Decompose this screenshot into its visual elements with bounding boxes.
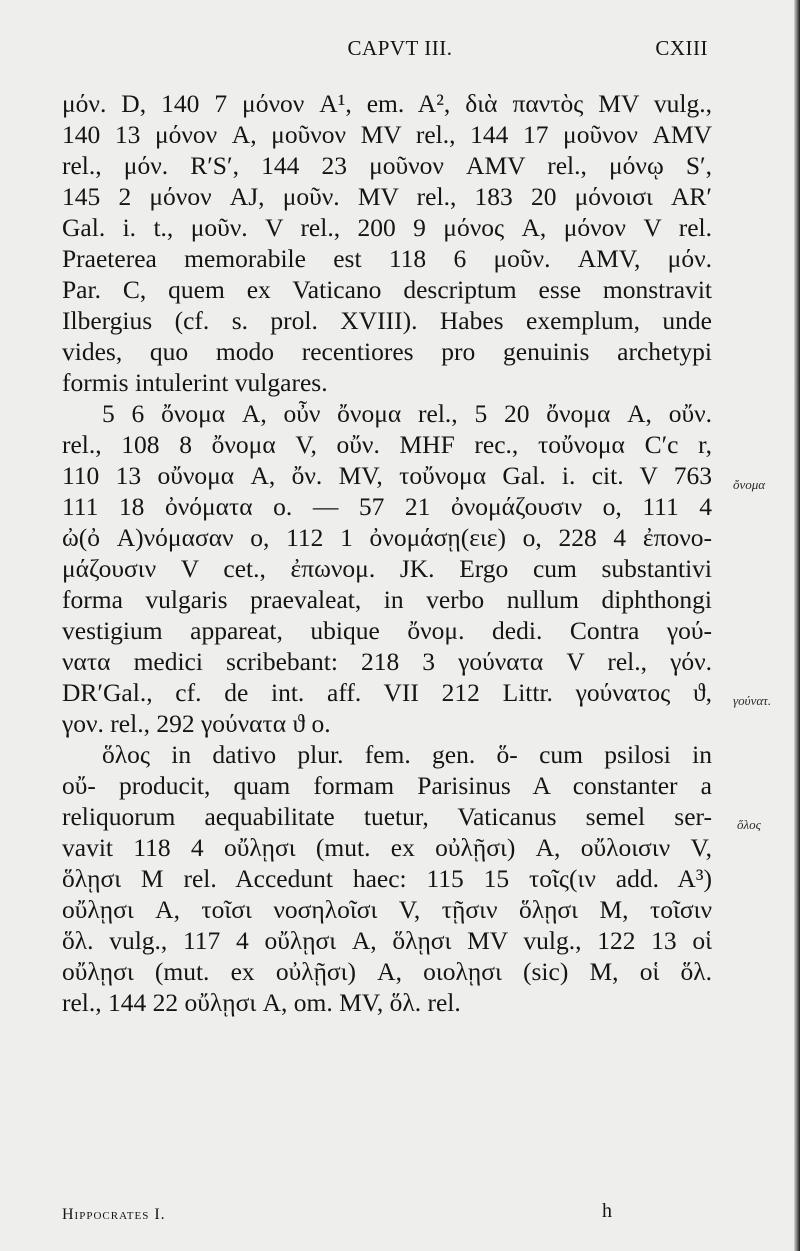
printer-signature: Hippocrates I. bbox=[62, 1206, 166, 1223]
text-line: ὅλῃσι M rel. Accedunt haec: 115 15 τοῖς(ιν add. A³) bbox=[62, 864, 712, 893]
text-line: rel., 144 22 οὔλῃσι A, om. MV, ὅλ. rel. bbox=[62, 988, 461, 1017]
text-line: rel., 108 8 ὄνομα V, οὔν. MHF rec., τοὔνομα C′c r, bbox=[62, 430, 712, 459]
text-line: Praeterea memorabile est 118 6 μοῦν. AMV, μόν. bbox=[62, 244, 712, 273]
text-line: formis intulerint vulgares. bbox=[62, 368, 328, 397]
text-line: μάζουσιν V cet., ἐπωνομ. JK. Ergo cum substantivi bbox=[62, 554, 712, 583]
text-line: rel., μόν. R′S′, 144 23 μοῦνον AMV rel., μόνῳ S′, bbox=[62, 151, 712, 180]
text-line: οὔλῃσι (mut. ex οὐλῇσι) A, οιολῃσι (sic) M, οἱ ὅλ. bbox=[62, 957, 712, 986]
text-line: 140 13 μόνον A, μοῦνον MV rel., 144 17 μοῦνον AMV bbox=[62, 120, 712, 149]
page-header bbox=[0, 36, 800, 64]
text-line: μόν. D, 140 7 μόνον A¹, em. A², διὰ παντὸς MV vulg., bbox=[62, 89, 712, 118]
text-line: οὔλῃσι A, τοῖσι νοσηλοῖσι V, τῇσιν ὅλῃσι M, τοῖσιν bbox=[62, 895, 712, 924]
text-line: vestigium appareat, ubique ὄνομ. dedi. Contra γού- bbox=[62, 616, 712, 645]
text-line: vides, quo modo recentiores pro genuinis archetypi bbox=[62, 337, 712, 366]
text-line: DR′Gal., cf. de int. aff. VII 212 Littr. γούνατος ϑ, bbox=[62, 678, 712, 707]
text-line: reliquorum aequabilitate tuetur, Vaticanus semel ser- bbox=[62, 802, 712, 831]
body-text bbox=[62, 88, 712, 1018]
margin-note-holos: ὅλος bbox=[737, 817, 761, 832]
page-number: CXIII bbox=[655, 36, 708, 60]
page-edge-shadow bbox=[794, 0, 800, 1251]
page-footer bbox=[62, 1200, 712, 1228]
text-line: Gal. i. t., μοῦν. V rel., 200 9 μόνος A, μόνον V rel. bbox=[62, 213, 712, 242]
running-title: CAPVT III. bbox=[347, 36, 453, 60]
text-line: νατα medici scribebant: 218 3 γούνατα V rel., γόν. bbox=[62, 647, 712, 676]
text-line: ὅλ. vulg., 117 4 οὔλῃσι A, ὅλῃσι MV vulg., 122 13 οἱ bbox=[62, 926, 712, 955]
text-line: οὔ- producit, quam formam Parisinus A constanter a bbox=[62, 771, 712, 800]
text-line: Par. C, quem ex Vaticano descriptum esse monstravit bbox=[62, 275, 712, 304]
signature-mark: h bbox=[602, 1200, 612, 1222]
text-line: 110 13 οὔνομα A, ὄν. MV, τοὔνομα Gal. i. cit. V 763 bbox=[62, 461, 712, 490]
text-line: 145 2 μόνον AJ, μοῦν. MV rel., 183 20 μόνοισι AR′ bbox=[62, 182, 712, 211]
text-line: ὠ(ὀ A)νόμασαν o, 112 1 ὀνομάσῃ(ειε) o, 228 4 ἐπονο- bbox=[62, 523, 712, 552]
margin-note-onoma: ὄνομα bbox=[733, 477, 766, 492]
margin-note-gounat: γούνατ. bbox=[733, 693, 772, 708]
text-line: ὅλος in dativo plur. fem. gen. ὅ- cum psilosi in bbox=[102, 740, 712, 769]
text-line: forma vulgaris praevaleat, in verbo nullum diphthongi bbox=[62, 585, 712, 614]
text-line: γον. rel., 292 γούνατα ϑ o. bbox=[62, 709, 331, 738]
text-line: vavit 118 4 οὔλῃσι (mut. ex οὐλῇσι) A, οὔλοισιν V, bbox=[62, 833, 712, 862]
text-line: 111 18 ὀνόματα o. — 57 21 ὀνομάζουσιν o, 111 4 bbox=[62, 492, 712, 521]
text-line: Ilbergius (cf. s. prol. XVIII). Habes exemplum, unde bbox=[62, 306, 712, 335]
text-line: 5 6 ὄνομα A, οὖν ὄνομα rel., 5 20 ὄνομα A, οὔν. bbox=[102, 399, 712, 428]
